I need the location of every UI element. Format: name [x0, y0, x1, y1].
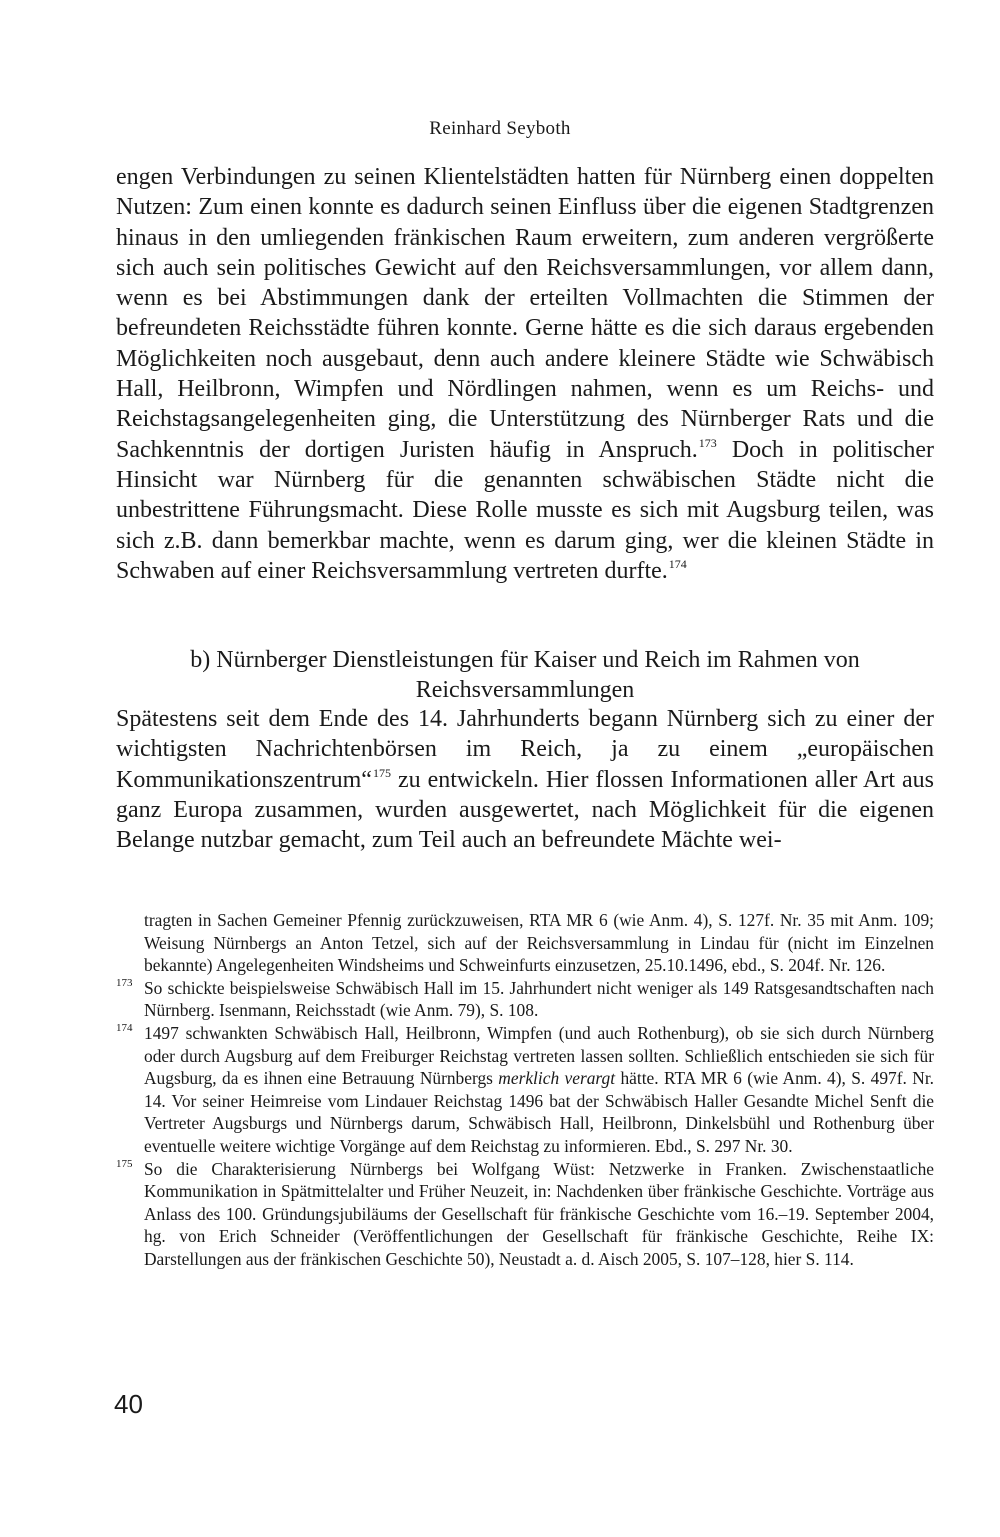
footnote-174 — [116, 1022, 934, 1158]
footnote-text-b: hätte. RTA MR 6 (wie Anm. 4), S. 497f. Nr. 14. Vor seiner Heimreise vom Lindauer Reichstag 1496 bat der Schwäbisch Haller Gesandte Michel Senft die Vertreter Augsburgs und Nürnbergs darum, Schwäbisch Hall, Heilbronn, Dinkelsbühl und Rothenburg über eventuelle weitere wichtige Vorgänge auf dem Reichstag zu informieren. Ebd., S. 297 Nr. 30. — [144, 1068, 934, 1156]
footnote-175 — [116, 1158, 934, 1271]
paragraph-text-b: Doch in politischer Hinsicht war Nürnberg für die genannten schwäbischen Städte nicht die unbestrittene Führungsmacht. Diese Rolle musste es sich mit Augsburg teilen, was sich z.B. dann bemerkbar machte, wenn es darum ging, wer die kleinen Städte in Schwaben auf einer Reichsversammlung vertreten durfte. — [116, 436, 934, 584]
body-paragraph-2 — [116, 704, 934, 855]
footnote-text: So die Charakterisierung Nürnbergs bei Wolfgang Wüst: Netzwerke in Franken. Zwischenstaatliche Kommunikation in Spätmittelalter und Früher Neuzeit, in: Nachdenken über fränkische Geschichte. Vorträge aus Anlass des 100. Gründungsjubiläums der Gesellschaft für fränkische Geschichte vom 16.–19. September 2004, hg. von Erich Schneider (Veröffentlichungen der Gesellschaft für fränkische Geschichte, Reihe IX: Darstellungen aus der fränkischen Geschichte 50), Neustadt a. d. Aisch 2005, S. 107–128, hier S. 114. — [144, 1158, 934, 1269]
footnote-text: So schickte beispielsweise Schwäbisch Hall im 15. Jahrhundert nicht weniger als 149 Ratsgesandtschaften nach Nürnberg. Isenmann, Reichsstadt (wie Anm. 79), S. 108. — [144, 977, 934, 1021]
section-heading — [116, 645, 934, 705]
footnote-text-a: 1497 schwankten Schwäbisch Hall, Heilbronn, Wimpfen (und auch Rothenburg), ob sie sich durch Nürnberg oder durch Augsburg auf dem Freiburger Reichstag vertreten lassen sollten. Schließlich entschieden sie sich für Augsburg, da es ihnen eine Betrauung Nürnbergs — [144, 1022, 934, 1089]
footnotes-block — [116, 909, 934, 1271]
section-heading-line-2: Reichsversammlungen — [415, 677, 635, 703]
page-number: 40 — [114, 1389, 143, 1419]
footnote-ref-174: 174 — [668, 556, 687, 571]
footnote-quote-italic: merklich verargt — [498, 1068, 616, 1089]
paragraph-text-a: Spätestens seit dem Ende des 14. Jahrhunderts begann Nürnberg sich zu einer der wichtigsten Nachrichtenbörsen im Reich, ja zu einem „europäischen Kommunikationszentrum“ — [116, 706, 934, 793]
section-heading-line-1: b) Nürnberger Dienstleistungen für Kaiser und Reich im Rahmen von — [190, 647, 860, 673]
paragraph-text — [116, 162, 934, 586]
running-head-author: Reinhard Seyboth — [429, 118, 571, 139]
paragraph-text-b: zu entwickeln. Hier flossen Informationen aller Art aus ganz Europa zusammen, wurden ausgewertet, nach Möglichkeit für die eigenen Belange nutzbar gemacht, zum Teil auch an befreundete Mächte wei- — [116, 766, 934, 854]
footnote-number: 173 — [116, 976, 133, 989]
footnote-ref-175: 175 — [372, 765, 391, 780]
footnote-number: 174 — [116, 1021, 133, 1034]
footnote-ref-173: 173 — [698, 435, 717, 450]
body-paragraph-1 — [116, 162, 934, 586]
paragraph-text — [116, 704, 934, 855]
paragraph-text-a: engen Verbindungen zu seinen Klientelstädten hatten für Nürnberg einen doppelten Nutzen: Zum einen konnte es dadurch seinen Einfluss über die eigenen Stadtgrenzen hinaus in den umliegenden fränkischen Raum erweitern, zum anderen vergrößerte sich auch sein politisches Gewicht auf den Reichsversammlungen, vor allem dann, wenn es bei Abstimmungen dank der erteilten Vollmachten die Stimmen der befreundeten Reichsstädte führen konnte. Gerne hätte es die sich daraus ergebenden Möglichkeiten noch ausgebaut, denn auch andere kleinere Städte wie Schwäbisch Hall, Heilbronn, Wimpfen und Nördlingen nahmen, wenn es um Reichs- und Reichstagsangelegenheiten ging, die Unterstützung des Nürnberger Rats und die Sachkenntnis der dortigen Juristen häufig in Anspruch. — [116, 164, 934, 463]
footnote-173 — [116, 977, 934, 1022]
footnote-continuation: tragten in Sachen Gemeiner Pfennig zurückzuweisen, RTA MR 6 (wie Anm. 4), S. 127f. Nr. 35 mit Anm. 109; Weisung Nürnbergs an Anton Tetzel, sich auf der Reichsversammlung in Lindau für (nicht im Einzelnen bekannte) Angelegenheiten Windsheims und Schweinfurts einzusetzen, 25.10.1496, ebd., S. 204f. Nr. 126. — [144, 910, 934, 976]
footnote-number: 175 — [116, 1157, 133, 1170]
